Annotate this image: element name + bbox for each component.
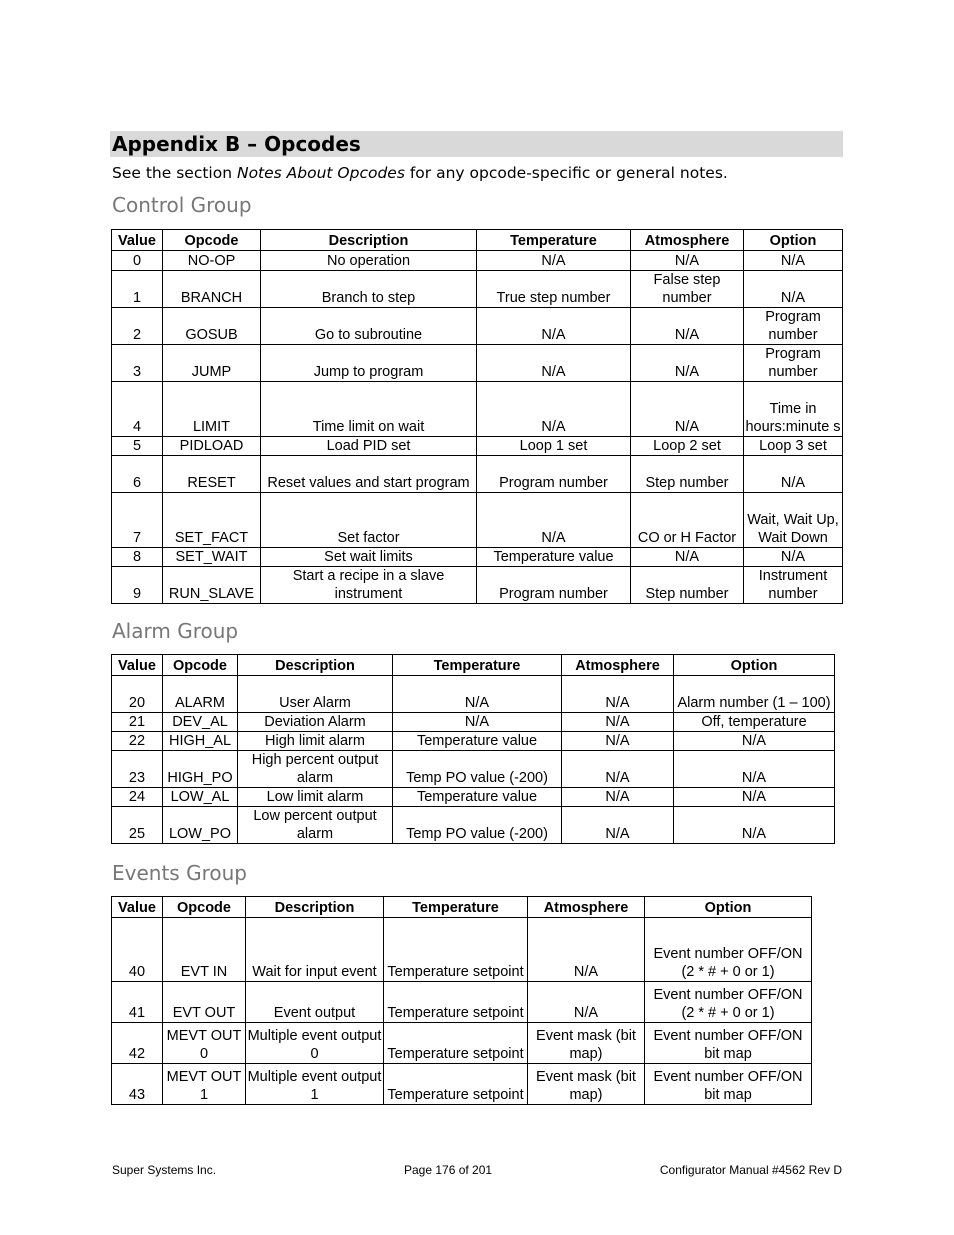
column-header-atmosphere: Atmosphere [562,655,674,676]
table-row [112,271,843,308]
cell-description: Set factor [261,493,477,548]
cell-temperature: Program number [477,456,631,493]
cell-atmosphere: Step number [631,567,744,604]
column-header-atmosphere: Atmosphere [528,897,645,918]
cell-value: 2 [112,308,163,345]
cell-value: 42 [112,1023,163,1064]
cell-opcode: LIMIT [163,382,261,437]
table-row [112,751,835,788]
table-row [112,918,812,982]
cell-temperature: N/A [477,493,631,548]
table-header-row [112,897,812,918]
cell-description: Low limit alarm [238,788,393,807]
cell-description: Start a recipe in a slave instrument [261,567,477,604]
footer-manual-title: Configurator Manual #4562 Rev D [659,1163,842,1177]
cell-opcode: RESET [163,456,261,493]
footer-company: Super Systems Inc. [112,1163,217,1177]
cell-temperature: N/A [477,382,631,437]
cell-value: 0 [112,251,163,271]
cell-value: 9 [112,567,163,604]
cell-option: N/A [674,807,835,844]
column-header-atmosphere: Atmosphere [631,230,744,251]
cell-value: 22 [112,732,163,751]
cell-opcode: HIGH_AL [163,732,238,751]
cell-temperature: Temperature setpoint [384,982,528,1023]
column-header-option: Option [744,230,843,251]
table-header-row [112,655,835,676]
table-body [112,251,843,604]
cell-value: 3 [112,345,163,382]
intro-link-text: Notes About Opcodes [236,164,405,182]
cell-value: 25 [112,807,163,844]
cell-atmosphere: Event mask (bit map) [528,1023,645,1064]
cell-description: Load PID set [261,437,477,456]
cell-description: Event output [246,982,384,1023]
table-row [112,251,843,271]
column-header-description: Description [238,655,393,676]
cell-atmosphere: N/A [562,713,674,732]
table-row [112,345,843,382]
cell-value: 24 [112,788,163,807]
alarm-group-table [111,654,835,844]
column-header-opcode: Opcode [163,655,238,676]
cell-opcode: BRANCH [163,271,261,308]
cell-opcode: SET_FACT [163,493,261,548]
cell-opcode: JUMP [163,345,261,382]
cell-description: User Alarm [238,676,393,713]
table-row [112,713,835,732]
cell-atmosphere: N/A [631,548,744,567]
intro-text-after: for any opcode-specific or general notes. [404,164,728,182]
cell-atmosphere: N/A [562,732,674,751]
table-row [112,1023,812,1064]
cell-temperature: Loop 1 set [477,437,631,456]
footer-page-number: Page 176 of 201 [404,1163,493,1177]
cell-description: Set wait limits [261,548,477,567]
cell-description: Go to subroutine [261,308,477,345]
cell-option: Alarm number (1 – 100) [674,676,835,713]
cell-atmosphere: N/A [562,676,674,713]
cell-atmosphere: N/A [528,918,645,982]
cell-temperature: Temperature setpoint [384,1023,528,1064]
cell-atmosphere: N/A [562,788,674,807]
cell-value: 6 [112,456,163,493]
cell-temperature: Temp PO value (-200) [393,807,562,844]
cell-description: Time limit on wait [261,382,477,437]
cell-atmosphere: N/A [631,308,744,345]
cell-opcode: LOW_PO [163,807,238,844]
cell-option: Event number OFF/ON (2 * # + 0 or 1) [645,918,812,982]
cell-temperature: Temp PO value (-200) [393,751,562,788]
cell-opcode: HIGH_PO [163,751,238,788]
column-header-temperature: Temperature [477,230,631,251]
table-row [112,676,835,713]
cell-opcode: ALARM [163,676,238,713]
cell-value: 41 [112,982,163,1023]
cell-temperature: Temperature value [393,732,562,751]
cell-option: Wait, Wait Up, Wait Down [744,493,843,548]
cell-value: 8 [112,548,163,567]
cell-description: Multiple event output 0 [246,1023,384,1064]
events-group-title: Events Group [112,861,247,885]
cell-option: N/A [744,271,843,308]
column-header-opcode: Opcode [163,230,261,251]
events-group-table [111,896,812,1105]
table-row [112,982,812,1023]
cell-temperature: N/A [477,345,631,382]
cell-description: Branch to step [261,271,477,308]
table-row [112,788,835,807]
cell-value: 7 [112,493,163,548]
cell-atmosphere: N/A [631,251,744,271]
cell-atmosphere: Event mask (bit map) [528,1064,645,1105]
alarm-group-title: Alarm Group [112,619,239,643]
table-row [112,308,843,345]
cell-value: 5 [112,437,163,456]
column-header-opcode: Opcode [163,897,246,918]
cell-value: 23 [112,751,163,788]
cell-option: Loop 3 set [744,437,843,456]
cell-option: N/A [744,251,843,271]
cell-temperature: Program number [477,567,631,604]
table-body [112,918,812,1105]
cell-opcode: EVT OUT [163,982,246,1023]
intro-paragraph [112,162,728,184]
table-row [112,493,843,548]
cell-opcode: RUN_SLAVE [163,567,261,604]
cell-option: Time in hours:minute s [744,382,843,437]
column-header-temperature: Temperature [393,655,562,676]
control-group-table [111,229,843,604]
cell-value: 40 [112,918,163,982]
cell-description: Multiple event output 1 [246,1064,384,1105]
cell-atmosphere: Loop 2 set [631,437,744,456]
cell-opcode: LOW_AL [163,788,238,807]
cell-description: High limit alarm [238,732,393,751]
column-header-temperature: Temperature [384,897,528,918]
column-header-value: Value [112,655,163,676]
cell-temperature: Temperature setpoint [384,1064,528,1105]
table-row [112,548,843,567]
cell-option: N/A [744,456,843,493]
cell-temperature: True step number [477,271,631,308]
cell-atmosphere: CO or H Factor [631,493,744,548]
cell-option: N/A [674,788,835,807]
table-header-row [112,230,843,251]
cell-opcode: PIDLOAD [163,437,261,456]
cell-option: Event number OFF/ON bit map [645,1064,812,1105]
cell-opcode: NO-OP [163,251,261,271]
cell-temperature: Temperature value [393,788,562,807]
table-body [112,676,835,844]
cell-option: Instrument number [744,567,843,604]
column-header-value: Value [112,230,163,251]
cell-option: Program number [744,308,843,345]
cell-description: No operation [261,251,477,271]
cell-opcode: SET_WAIT [163,548,261,567]
control-group-title: Control Group [112,193,252,217]
cell-atmosphere: N/A [562,751,674,788]
cell-option: Event number OFF/ON (2 * # + 0 or 1) [645,982,812,1023]
cell-temperature: N/A [393,713,562,732]
cell-temperature: N/A [477,251,631,271]
cell-option: Off, temperature [674,713,835,732]
column-header-description: Description [246,897,384,918]
cell-opcode: MEVT OUT 1 [163,1064,246,1105]
cell-atmosphere: False step number [631,271,744,308]
cell-option: N/A [744,548,843,567]
cell-value: 20 [112,676,163,713]
page-title: Appendix B – Opcodes [112,132,361,156]
cell-description: Jump to program [261,345,477,382]
column-header-value: Value [112,897,163,918]
cell-temperature: N/A [477,308,631,345]
table-row [112,567,843,604]
cell-temperature: Temperature value [477,548,631,567]
table-row [112,456,843,493]
cell-atmosphere: Step number [631,456,744,493]
cell-value: 43 [112,1064,163,1105]
cell-opcode: MEVT OUT 0 [163,1023,246,1064]
cell-atmosphere: N/A [528,982,645,1023]
cell-description: High percent output alarm [238,751,393,788]
cell-option: N/A [674,732,835,751]
column-header-option: Option [674,655,835,676]
cell-option: N/A [674,751,835,788]
table-row [112,437,843,456]
cell-description: Deviation Alarm [238,713,393,732]
column-header-option: Option [645,897,812,918]
cell-description: Reset values and start program [261,456,477,493]
cell-opcode: EVT IN [163,918,246,982]
cell-atmosphere: N/A [631,345,744,382]
table-row [112,382,843,437]
cell-option: Program number [744,345,843,382]
table-row [112,807,835,844]
column-header-description: Description [261,230,477,251]
cell-opcode: GOSUB [163,308,261,345]
intro-text-before: See the section [112,164,237,182]
cell-option: Event number OFF/ON bit map [645,1023,812,1064]
cell-value: 4 [112,382,163,437]
cell-atmosphere: N/A [562,807,674,844]
cell-temperature: Temperature setpoint [384,918,528,982]
cell-temperature: N/A [393,676,562,713]
cell-atmosphere: N/A [631,382,744,437]
cell-opcode: DEV_AL [163,713,238,732]
cell-value: 1 [112,271,163,308]
table-row [112,1064,812,1105]
table-row [112,732,835,751]
cell-value: 21 [112,713,163,732]
cell-description: Wait for input event [246,918,384,982]
cell-description: Low percent output alarm [238,807,393,844]
